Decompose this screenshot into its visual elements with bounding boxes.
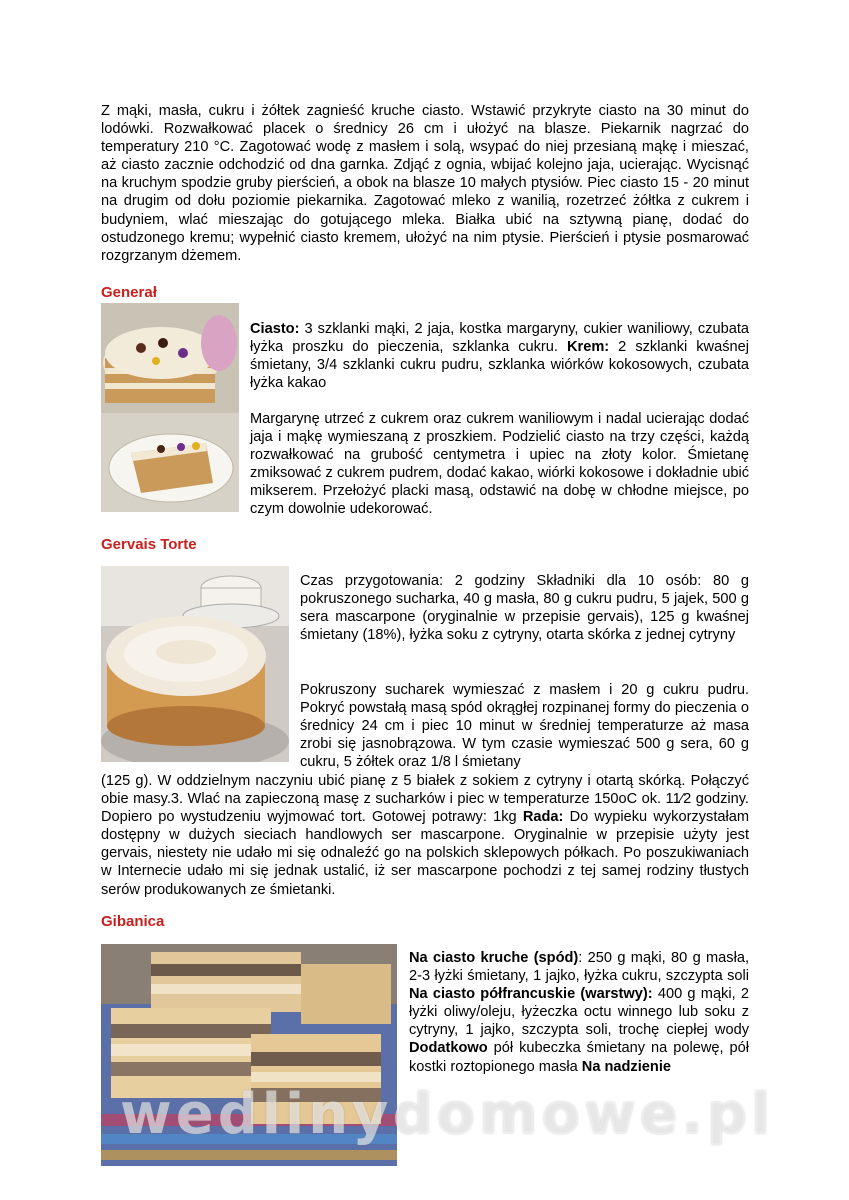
recipe-title-gervais: Gervais Torte	[101, 536, 197, 553]
general-ingredients: Ciasto: 3 szklanki mąki, 2 jaja, kostka margaryny, cukier waniliowy, czubata łyżka proszku do pieczenia, szklanka cukru. Krem: 2 szklanki kwaśnej śmietany, 3/4 szklanki cukru pudru, szklanka wiórków kokosowych, czubata łyżka kakao	[250, 321, 749, 392]
gervais-ingredients: Czas przygotowania: 2 godziny Składniki dla 10 osób: 80 g pokruszonego sucharka, 40 g masła, 80 g cukru pudru, 5 jajek, 500 g sera mascarpone (oryginalnie w przepisie gervais), 125 g kwaśnej śmietany (18%), łyżka soku z cytryny, otarta skórka z jednej cytryny	[300, 573, 749, 644]
intro-paragraph: Z mąki, masła, cukru i żółtek zagnieść kruche ciasto. Wstawić przykryte ciasto na 30 minut do lodówki. Rozwałkować placek o średnicy 26 cm i ułożyć na blasze. Piekarnik nagrzać do temperatury 210 °C. Zagotować wodę z masłem i solą, wsypać do niej przesianą mąkę i mieszać, aż ciasto zacznie odchodzić od dna garnka. Zdjąć z ognia, wbijać kolejno jaja, ucierając. Wycisnąć na kruchym spodzie gruby pierścień, a obok na blasze 10 małych ptysiów. Piec ciasto 15 - 20 minut na drugim od dołu poziomie piekarnika. Zagotować mleko z wanilią, rozetrzeć żółtka z cukrem i budyniem, wlać mieszając do gotującego mleka. Białka ubić na sztywną pianę, dodać do ostudzonego kremu; wypełnić ciasto kremem, ułożyć na nim ptysie. Pierścień i ptysie posmarować rozgrzanym dżemem.	[101, 103, 749, 264]
site-watermark: wedlinydomowe.pl	[120, 1082, 775, 1147]
recipe-title-gibanica: Gibanica	[101, 913, 165, 930]
general-cake-image	[101, 303, 239, 512]
general-method: Margarynę utrzeć z cukrem oraz cukrem waniliowym i nadal ucierając dodać jaja i mąkę wymieszaną z proszkiem. Podzielić ciasto na trzy części, każdą rozwałkować na grubość centymetra i upiec na złoty kolor. Śmietanę zmiksować z cukrem pudrem, dodać kakao, wiórki kokosowe i dokładnie ubić mikserem. Przełożyć placki masą, odstawić na dobę w chłodne miejsce, po czym dowolnie udekorować.	[250, 411, 749, 518]
gervais-method-side: Pokruszony sucharek wymieszać z masłem i 20 g cukru pudru. Pokryć powstałą masą spód okrągłej rozpinanej formy do pieczenia o średnicy 24 cm i piec 10 minut w średniej temperaturze aż masa zrobi się jasnobrązowa. W tym czasie wymieszać 500 g sera, 60 g cukru, 5 żółtek oraz 1/8 l śmietany	[300, 682, 749, 771]
gervais-method-full: (125 g). W oddzielnym naczyniu ubić pianę z 5 białek z sokiem z cytryny i otartą skórką. Połączyć obie masy.3. Wlać na zapieczoną masę z sucharków i piec w temperaturze 150oC ok. 11⁄2 godziny. Dopiero po wystudzeniu wyjmować tort. Gotowej potrawy: 1kg Rada: Do wypieku wykorzystałam dostępny w dużych sieciach handlowych ser mascarpone. Oryginalnie w przepisie użyty jest gervais, niestety nie udało mi się odnaleźć go na polskich sklepowych półkach. Po poszukiwaniach w Internecie udało mi się jednak ustalić, iż ser mascarpone pochodzi z tej samej rodziny tłustych serów produkowanych ze śmietanki.	[101, 773, 750, 898]
gervais-cake-photo	[101, 566, 289, 762]
general-cake-photo	[101, 303, 239, 512]
recipe-title-general: Generał	[101, 284, 157, 301]
gibanica-ingredients: Na ciasto kruche (spód): 250 g mąki, 80 g masła, 2-3 łyżki śmietany, 1 jajko, łyżka cukru, szczypta soli Na ciasto półfrancuskie (warstwy): 400 g mąki, 2 łyżki oliwy/oleju, łyżeczka octu winnego lub soku z cytryny, 1 jajko, szczypta soli, trochę ciepłej wody Dodatkowo pół kubeczka śmietany na polewę, pół kostki roztopionego masła Na nadzienie	[409, 950, 750, 1075]
gervais-cake-image	[101, 566, 289, 762]
